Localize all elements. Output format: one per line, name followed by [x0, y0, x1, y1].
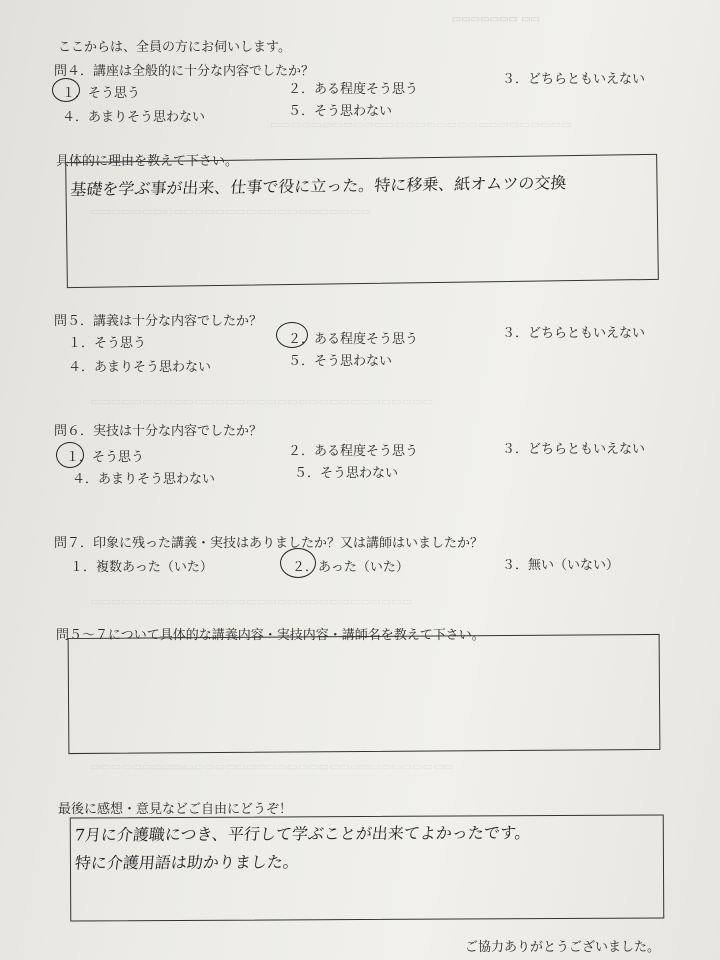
q6-option-1[interactable]: １．そう思う — [66, 450, 145, 465]
selection-circle — [280, 548, 316, 578]
closing-text: ご協力ありがとうございました。 — [464, 940, 660, 955]
q5-option-1[interactable]: １．そう思う — [68, 336, 147, 351]
selection-circle — [52, 78, 80, 102]
reason-answer-box[interactable] — [65, 154, 659, 288]
feedback-answer-line-1: 7月に介護職につき、平行して学ぶことが出来てよかったです。 — [73, 823, 532, 845]
q4-option-5[interactable]: ５．そう思わない — [288, 104, 393, 119]
q7-question: 問７．印象に残った講義・実技はありましたか？又は講師はいましたか？ — [54, 536, 484, 551]
q4-option-2[interactable]: ２．ある程度そう思う — [288, 82, 419, 97]
feedback-answer-line-2: 特に介護用語は助かりました。 — [73, 852, 300, 873]
feedback-label: 最後に感想・意見などご自由にどうぞ！ — [58, 802, 293, 817]
q4-option-4[interactable]: ４．あまりそう思わない — [62, 110, 206, 125]
header-bleed-through: ▭▭▭▭▭▭▭ ▭▭ — [451, 14, 540, 25]
q4-option-3[interactable]: ３．どちらともいえない — [502, 72, 646, 87]
q6-option-3[interactable]: ３．どちらともいえない — [502, 442, 646, 457]
reason-label: 具体的に理由を教えて下さい。 — [56, 154, 239, 169]
q5to7-label: 問５～７について具体的な講義内容・実技内容・講師名を教えて下さい。 — [56, 628, 485, 643]
bleed-through-text: ▭▭▭▭▭▭▭▭▭▭▭▭▭▭▭▭▭▭▭▭▭▭▭▭▭▭▭ — [90, 205, 371, 218]
feedback-answer-box[interactable] — [70, 814, 665, 921]
q4-question: 問４．講座は全般的に十分な内容でしたか？ — [54, 64, 315, 79]
q5-option-2[interactable]: ２．ある程度そう思う — [288, 332, 419, 347]
intro-text: ここからは、全員の方にお伺いします。 — [58, 40, 291, 55]
q7-option-3[interactable]: ３．無い（いない） — [502, 558, 620, 573]
q5-option-4[interactable]: ４．あまりそう思わない — [68, 360, 212, 375]
q6-option-5[interactable]: ５．そう思わない — [294, 466, 399, 481]
bleed-through-text: ▭▭▭▭▭▭▭▭▭▭▭▭▭▭▭▭▭▭▭▭▭▭▭▭▭▭▭▭▭▭▭ — [90, 595, 413, 608]
q5-question: 問５．講義は十分な内容でしたか？ — [54, 314, 263, 329]
q5-option-3[interactable]: ３．どちらともいえない — [502, 326, 646, 341]
bleed-through-text: ▭▭▭▭▭▭▭▭▭▭▭▭▭▭▭▭▭▭▭▭▭▭▭▭▭▭▭▭▭▭▭▭▭▭▭ — [90, 760, 454, 773]
q6-option-2[interactable]: ２．ある程度そう思う — [288, 444, 419, 459]
bleed-through-text: ▭▭▭▭▭▭▭▭▭▭▭▭▭▭▭▭▭▭▭▭▭▭▭▭▭▭▭▭▭▭▭▭▭ — [90, 395, 433, 408]
q5to7-answer-box[interactable] — [68, 634, 661, 754]
selection-circle — [56, 442, 84, 468]
bleed-through-text: ▭▭▭▭▭▭▭▭▭▭▭▭▭▭▭▭▭▭▭▭▭▭▭▭▭▭▭▭▭ — [270, 118, 572, 131]
q4-option-1[interactable]: １．そう思う — [62, 86, 141, 101]
reason-answer-handwriting: 基礎を学ぶ事が出来、仕事で役に立った。特に移乗、紙オムツの交換 — [69, 173, 568, 200]
q7-option-1[interactable]: １．複数あった（いた） — [70, 560, 213, 575]
q7-option-2[interactable]: ２．あった（いた） — [292, 560, 409, 575]
q5-option-5[interactable]: ５．そう思わない — [288, 354, 393, 369]
selection-circle — [276, 322, 308, 348]
q6-question: 問６．実技は十分な内容でしたか？ — [54, 424, 263, 439]
q6-option-4[interactable]: ４．あまりそう思わない — [72, 472, 216, 487]
